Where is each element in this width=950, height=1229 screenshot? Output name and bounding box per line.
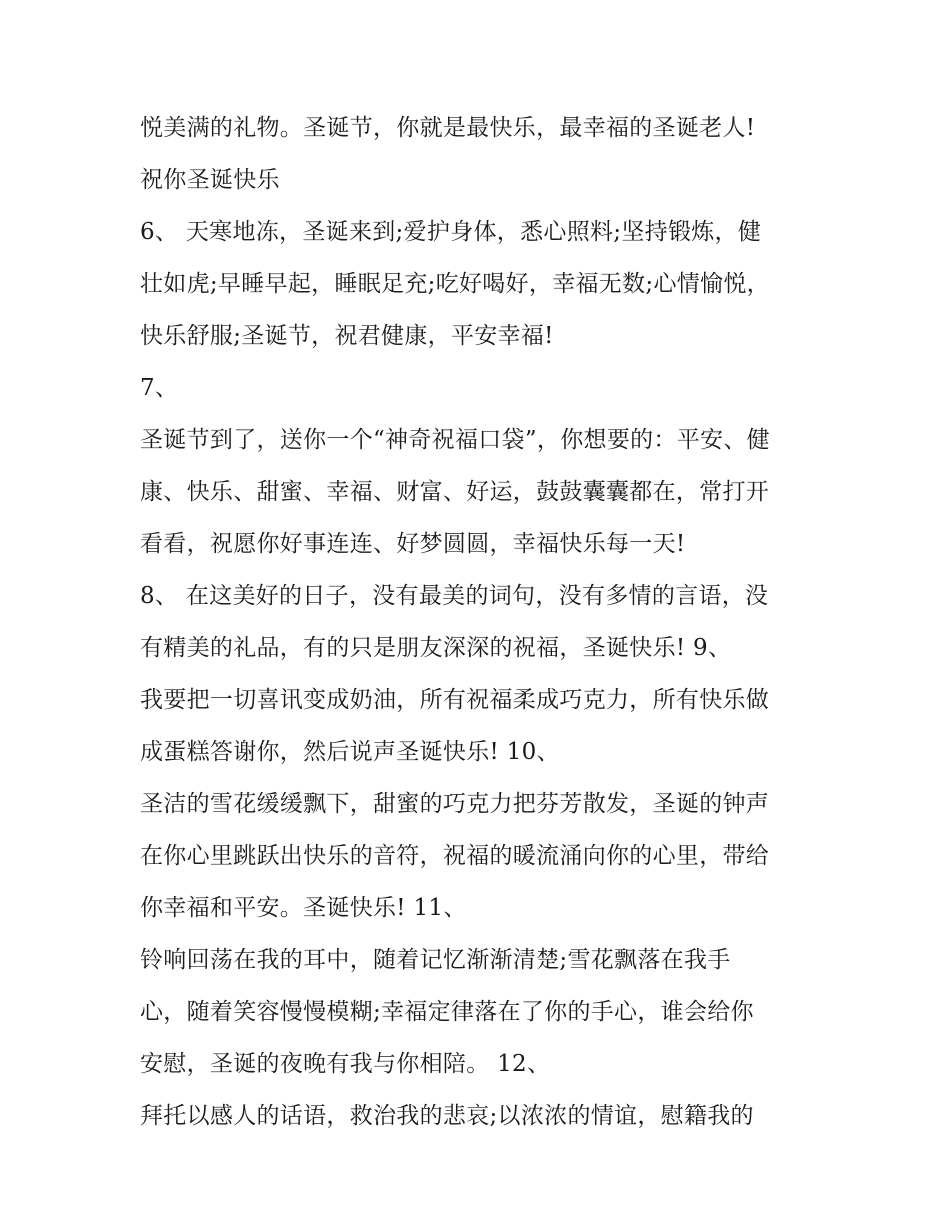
text-line: 康、快乐、甜蜜、幸福、财富、好运，鼓鼓囊囊都在，常打开 [140,479,770,505]
text-line: 我要把一切喜讯变成奶油，所有祝福柔成巧克力，所有快乐做 [140,687,770,713]
text-line: 铃响回荡在我的耳中，随着记忆渐渐清楚;雪花飘落在我手 [140,947,731,973]
document-body [140,102,830,1142]
text-line: 在你心里跳跃出快乐的音符，祝福的暖流涌向你的心里，带给 [140,843,770,869]
text-line: 快乐舒服;圣诞节，祝君健康，平安幸福! [140,323,554,349]
text-line: 心，随着笑容慢慢模糊;幸福定律落在了你的手心，谁会给你 [140,999,754,1025]
text-line: 壮如虎;早睡早起，睡眠足充;吃好喝好，幸福无数;心情愉悦， [140,271,770,297]
text-line: 安慰，圣诞的夜晚有我与你相陪。 12、 [140,1051,551,1077]
text-line: 7、 [140,375,179,401]
text-line: 成蛋糕答谢你，然后说声圣诞快乐! 10、 [140,739,560,765]
text-line: 看看，祝愿你好事连连、好梦圆圆，幸福快乐每一天! [140,531,686,557]
text-line: 祝你圣诞快乐 [140,167,280,193]
text-line: 悦美满的礼物。圣诞节，你就是最快乐，最幸福的圣诞老人! [140,115,756,141]
text-line: 8、 在这美好的日子，没有最美的词句，没有多情的言语，没 [140,583,769,609]
text-line: 圣诞节到了，送你一个“神奇祝福口袋”，你想要的：平安、健 [140,427,770,453]
text-line: 圣洁的雪花缓缓飘下，甜蜜的巧克力把芬芳散发，圣诞的钟声 [140,791,770,817]
text-line: 你幸福和平安。圣诞快乐! 11、 [140,895,467,921]
text-line: 有精美的礼品，有的只是朋友深深的祝福，圣诞快乐! 9、 [140,635,732,661]
text-line: 拜托以感人的话语，救治我的悲哀;以浓浓的情谊，慰籍我的 [140,1103,754,1129]
text-line: 6、 天寒地冻，圣诞来到;爱护身体，悉心照料;坚持锻炼，健 [140,219,762,245]
